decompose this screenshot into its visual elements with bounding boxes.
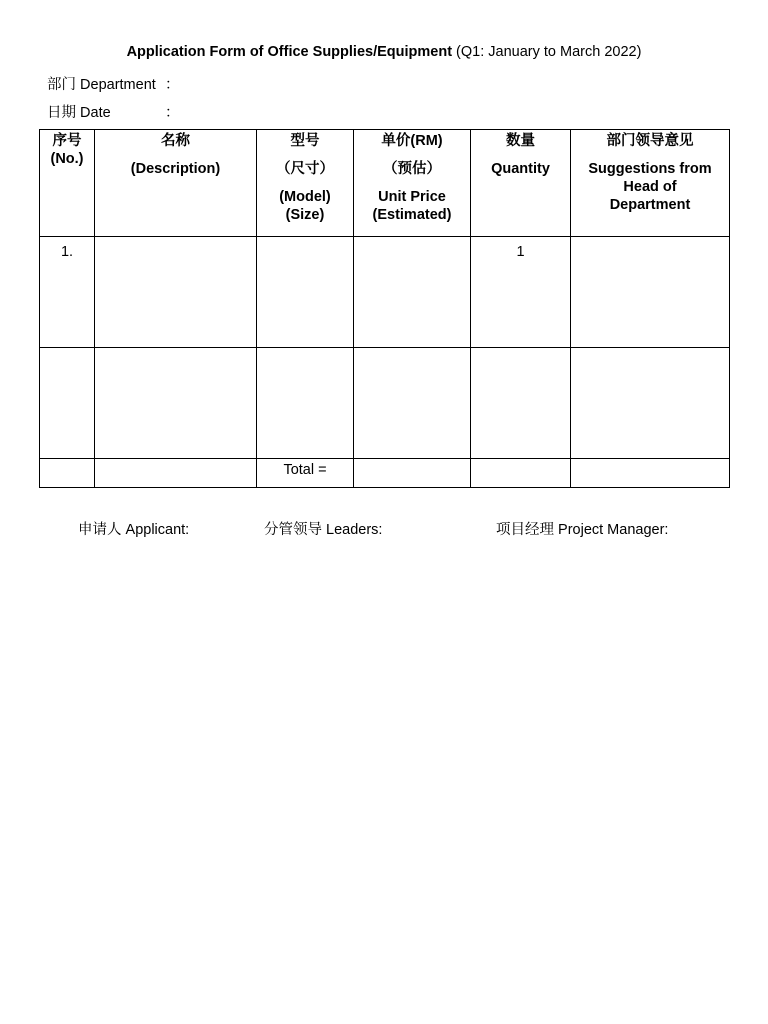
- table-header-row: [40, 130, 730, 237]
- date-field[interactable]: [47, 101, 180, 122]
- form-title-period: (Q1: January to March 2022): [452, 44, 642, 60]
- header-suggestions-en3: Department: [609, 197, 691, 213]
- form-title: [0, 44, 768, 60]
- header-suggestions-cn: 部门领导意见: [606, 133, 694, 149]
- department-label: 部门 Department: [47, 77, 156, 93]
- cell-description[interactable]: [95, 237, 257, 348]
- cell-no[interactable]: 1.: [40, 237, 95, 348]
- cell-suggestions[interactable]: [571, 237, 730, 348]
- cell-unit-price[interactable]: [354, 348, 471, 459]
- header-quantity-cn: 数量: [506, 133, 535, 149]
- cell-unit-price[interactable]: [354, 237, 471, 348]
- total-cell-no: [40, 459, 95, 488]
- header-model-cn: 型号: [290, 133, 320, 149]
- total-row: [40, 459, 730, 488]
- date-label: 日期 Date: [47, 105, 111, 121]
- header-model-en: (Model): [279, 189, 331, 205]
- cell-suggestions[interactable]: [571, 348, 730, 459]
- total-value-cell[interactable]: [354, 459, 471, 488]
- header-model-cn2: （尺寸）: [276, 161, 334, 177]
- supplies-table: [39, 129, 730, 488]
- department-colon: ：: [165, 77, 180, 93]
- header-no-en: (No.): [50, 151, 84, 167]
- header-description: [95, 130, 257, 237]
- total-cell-description: [95, 459, 257, 488]
- form-title-main: Application Form of Office Supplies/Equipment: [126, 44, 453, 60]
- header-model: [257, 130, 354, 237]
- header-unit-price-en: Unit Price: [378, 189, 446, 205]
- header-no-cn: 序号: [52, 133, 82, 149]
- cell-quantity[interactable]: 1: [471, 237, 571, 348]
- header-unit-price-cn: 单价(RM): [381, 133, 443, 149]
- date-colon: ：: [165, 105, 180, 121]
- header-quantity: [471, 130, 571, 237]
- cell-description[interactable]: [95, 348, 257, 459]
- header-unit-price-en2: (Estimated): [372, 207, 452, 223]
- header-suggestions-en2: Head of: [623, 179, 677, 195]
- header-description-en: (Description): [130, 161, 221, 177]
- project-manager-signature[interactable]: 项目经理 Project Manager:: [496, 522, 669, 538]
- total-quantity-cell[interactable]: [471, 459, 571, 488]
- cell-quantity[interactable]: [471, 348, 571, 459]
- table-row: [40, 237, 730, 348]
- header-description-cn: 名称: [161, 133, 190, 149]
- total-suggestions-cell: [571, 459, 730, 488]
- cell-no[interactable]: [40, 348, 95, 459]
- table-row: [40, 348, 730, 459]
- header-unit-price: [354, 130, 471, 237]
- cell-model[interactable]: [257, 237, 354, 348]
- cell-model[interactable]: [257, 348, 354, 459]
- header-quantity-en: Quantity: [491, 161, 550, 177]
- header-model-en2: (Size): [285, 207, 325, 223]
- header-suggestions-en: Suggestions from: [588, 161, 712, 177]
- applicant-signature[interactable]: 申请人 Applicant:: [78, 522, 190, 538]
- header-suggestions: [571, 130, 730, 237]
- header-no: [40, 130, 95, 237]
- leaders-signature[interactable]: 分管领导 Leaders:: [264, 522, 383, 538]
- header-unit-price-cn2: （预估）: [383, 161, 441, 177]
- total-label: Total =: [257, 459, 354, 488]
- department-field[interactable]: [47, 73, 180, 94]
